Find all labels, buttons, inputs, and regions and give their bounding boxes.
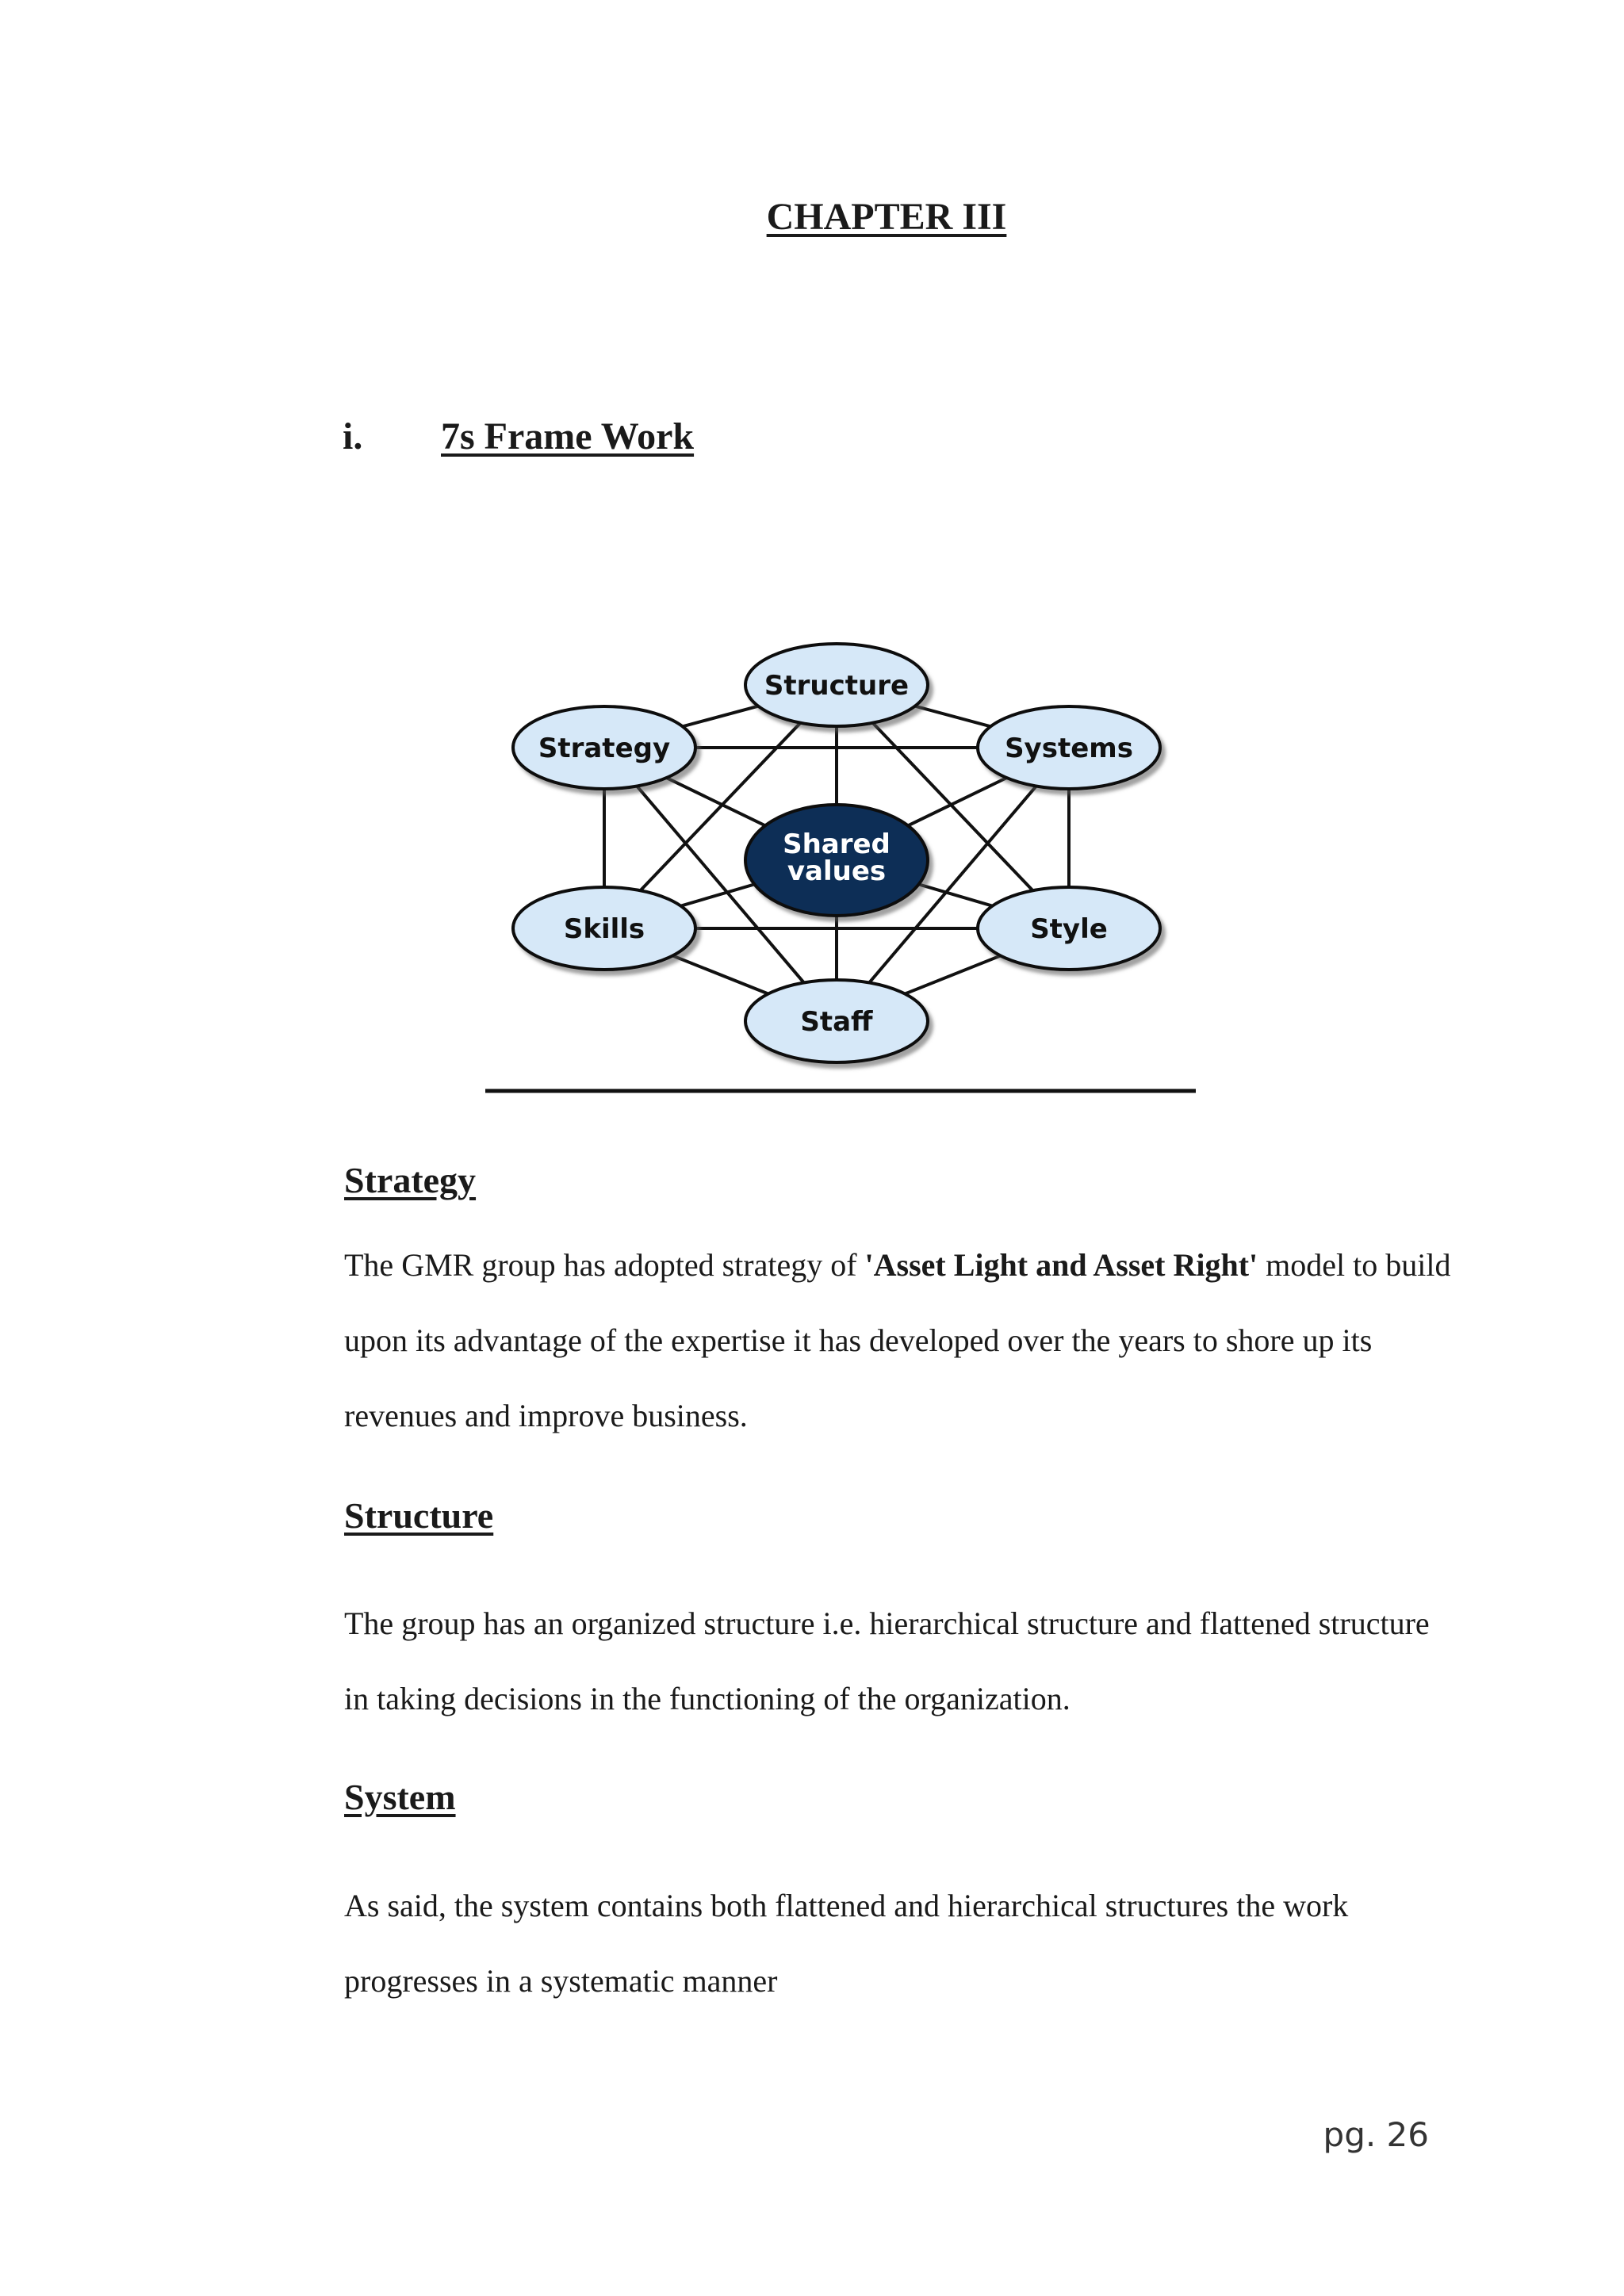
page-number: pg. 26 xyxy=(1323,2115,1429,2154)
node-staff-label: Staff xyxy=(800,1006,873,1038)
node-skills xyxy=(513,887,695,970)
structure-heading: Structure xyxy=(344,1495,494,1536)
strategy-heading: Strategy xyxy=(344,1160,477,1200)
node-strategy-label: Strategy xyxy=(538,733,671,764)
section-title: 7s Frame Work xyxy=(441,415,695,457)
strategy-paragraph: The GMR group has adopted strategy of 'Asset Light and Asset Right' model to build upon its advantage of the expertise it has developed over the years to shore up its revenues and improve business. xyxy=(344,1247,1451,1433)
node-shared-values xyxy=(745,805,928,916)
node-shared-values-label-line1: Shared xyxy=(783,828,891,860)
node-shared-values-label-line2: values xyxy=(787,855,887,887)
structure-paragraph: The group has an organized structure i.e. hierarchical structure and flattened structure in taking decisions in the functioning of the organization. xyxy=(344,1605,1430,1716)
system-heading: System xyxy=(344,1777,456,1817)
node-style-label: Style xyxy=(1030,913,1108,945)
node-strategy xyxy=(513,706,695,789)
node-skills-label: Skills xyxy=(563,913,645,945)
node-style xyxy=(978,887,1160,970)
node-staff xyxy=(745,980,928,1062)
strategy-highlight: 'Asset Light and Asset Right' xyxy=(864,1247,1258,1283)
seven-s-diagram xyxy=(476,630,1199,1098)
chapter-title: CHAPTER III xyxy=(766,196,1007,238)
node-systems-label: Systems xyxy=(1005,733,1133,764)
node-structure xyxy=(745,644,928,726)
node-systems xyxy=(978,706,1160,789)
system-paragraph: As said, the system contains both flattened and hierarchical structures the work progresses in a systematic manner xyxy=(344,1888,1349,1999)
node-structure-label: Structure xyxy=(764,670,910,702)
section-number: i. xyxy=(343,415,363,457)
